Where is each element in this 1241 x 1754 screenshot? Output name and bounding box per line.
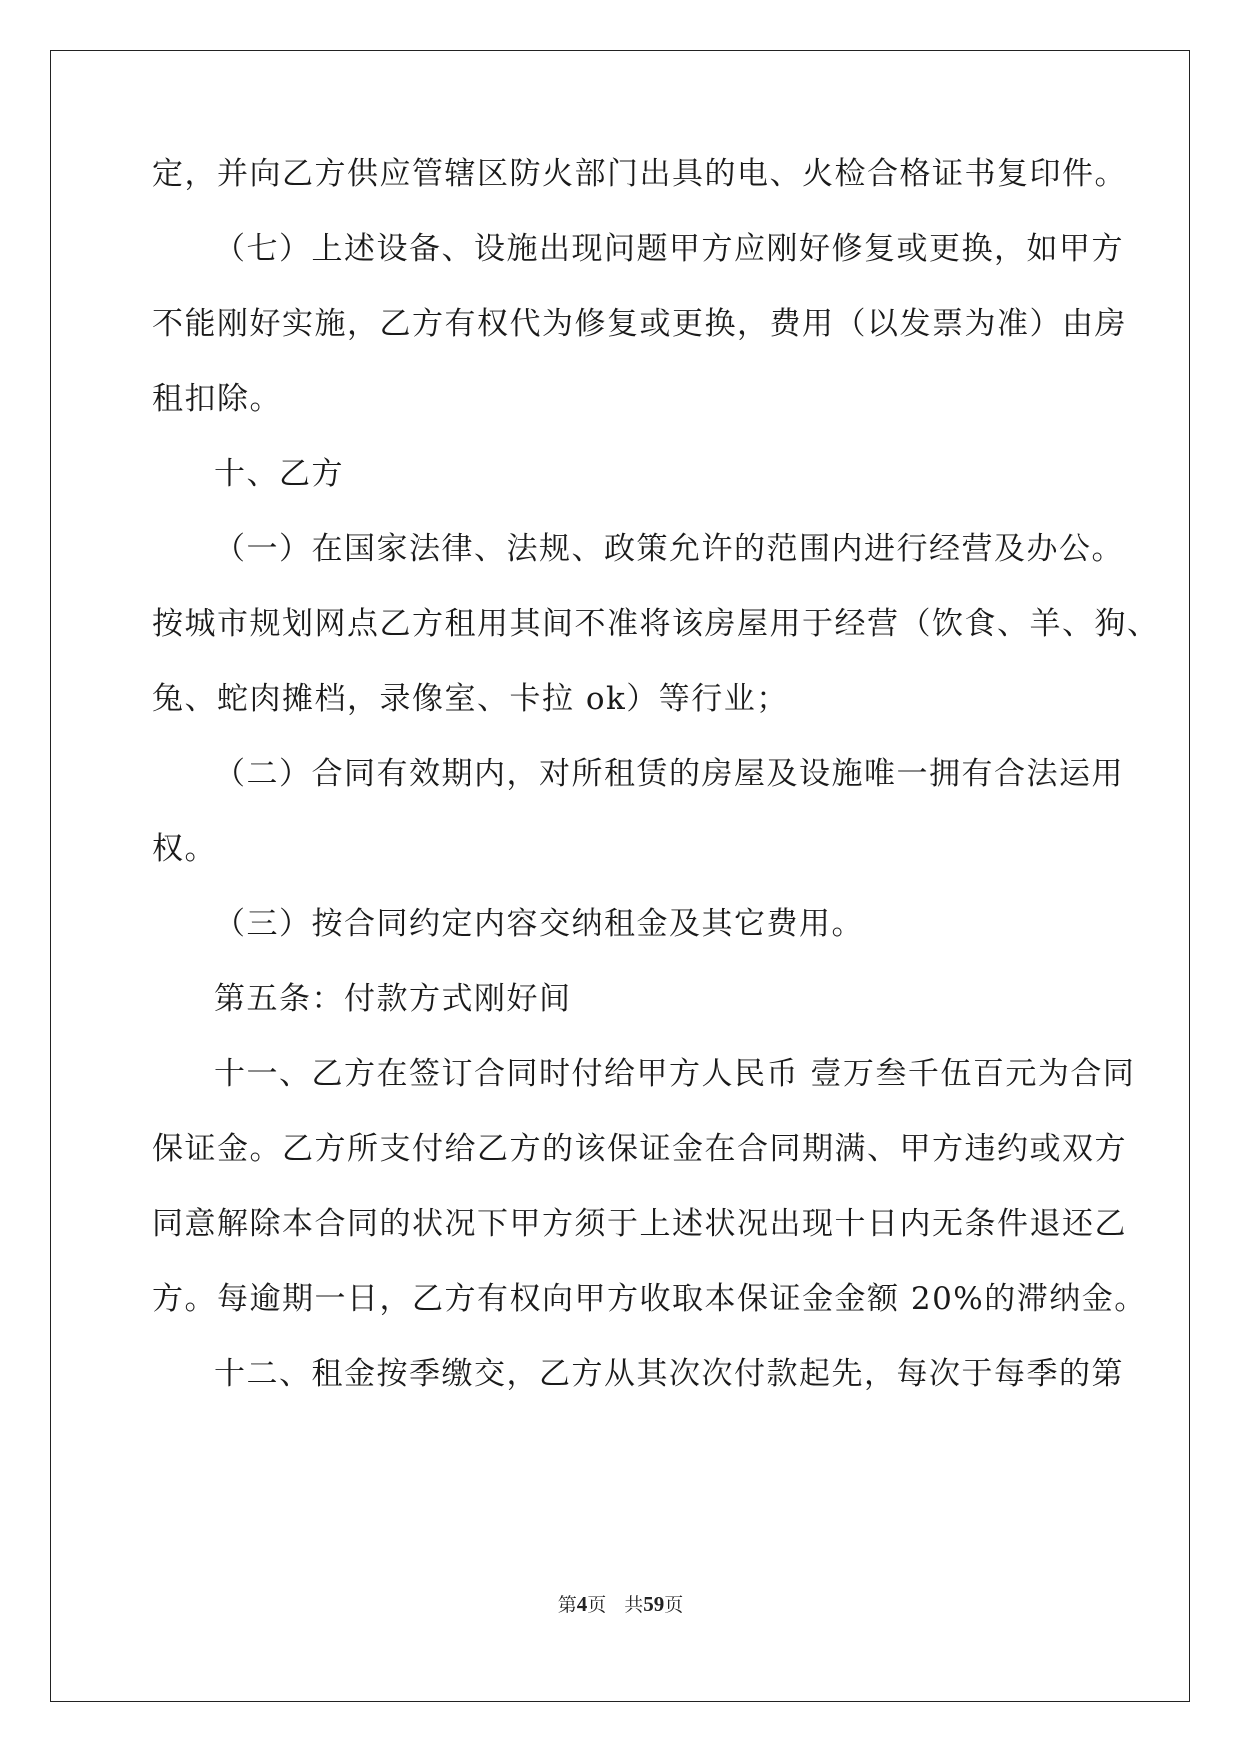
page-footer bbox=[0, 1590, 1241, 1617]
text-line: 十一、乙方在签订合同时付给甲方人民币 壹万叁千伍百元为合同 bbox=[214, 1056, 1136, 1092]
footer-page-suffix: 页 bbox=[587, 1594, 607, 1616]
text-line: （一）在国家法律、法规、政策允许的范围内进行经营及办公。 bbox=[214, 531, 1124, 567]
text-line: 兔、蛇肉摊档，录像室、卡拉 ok）等行业； bbox=[152, 681, 789, 717]
text-line: （七）上述设备、设施出现问题甲方应刚好修复或更换，如甲方 bbox=[214, 231, 1124, 267]
text-line: 定，并向乙方供应管辖区防火部门出具的电、火检合格证书复印件。 bbox=[152, 156, 1127, 192]
text-line: （二）合同有效期内，对所租赁的房屋及设施唯一拥有合法运用 bbox=[214, 756, 1124, 792]
current-page-number: 4 bbox=[576, 1592, 588, 1616]
text-line: （三）按合同约定内容交纳租金及其它费用。 bbox=[214, 906, 864, 942]
text-line: 权。 bbox=[152, 831, 217, 867]
total-pages-number: 59 bbox=[643, 1592, 665, 1616]
text-line: 不能刚好实施，乙方有权代为修复或更换，费用（以发票为准）由房 bbox=[152, 306, 1127, 342]
text-line: 按城市规划网点乙方租用其间不准将该房屋用于经营（饮食、羊、狗、 bbox=[152, 606, 1160, 642]
text-line: 十二、租金按季缴交，乙方从其次次付款起先，每次于每季的第 bbox=[214, 1356, 1124, 1392]
footer-total-prefix: 共 bbox=[624, 1594, 644, 1616]
text-line: 方。每逾期一日，乙方有权向甲方收取本保证金金额 20%的滞纳金。 bbox=[152, 1281, 1147, 1317]
text-line: 租扣除。 bbox=[152, 381, 282, 417]
footer-total-suffix: 页 bbox=[664, 1594, 684, 1616]
text-line: 保证金。乙方所支付给乙方的该保证金在合同期满、甲方违约或双方 bbox=[152, 1131, 1127, 1167]
section-heading: 第五条：付款方式刚好间 bbox=[214, 981, 572, 1017]
text-line: 同意解除本合同的状况下甲方须于上述状况出现十日内无条件退还乙 bbox=[152, 1206, 1127, 1242]
section-heading: 十、乙方 bbox=[214, 456, 344, 492]
footer-prefix: 第 bbox=[557, 1594, 577, 1616]
page-frame bbox=[50, 50, 1190, 1702]
